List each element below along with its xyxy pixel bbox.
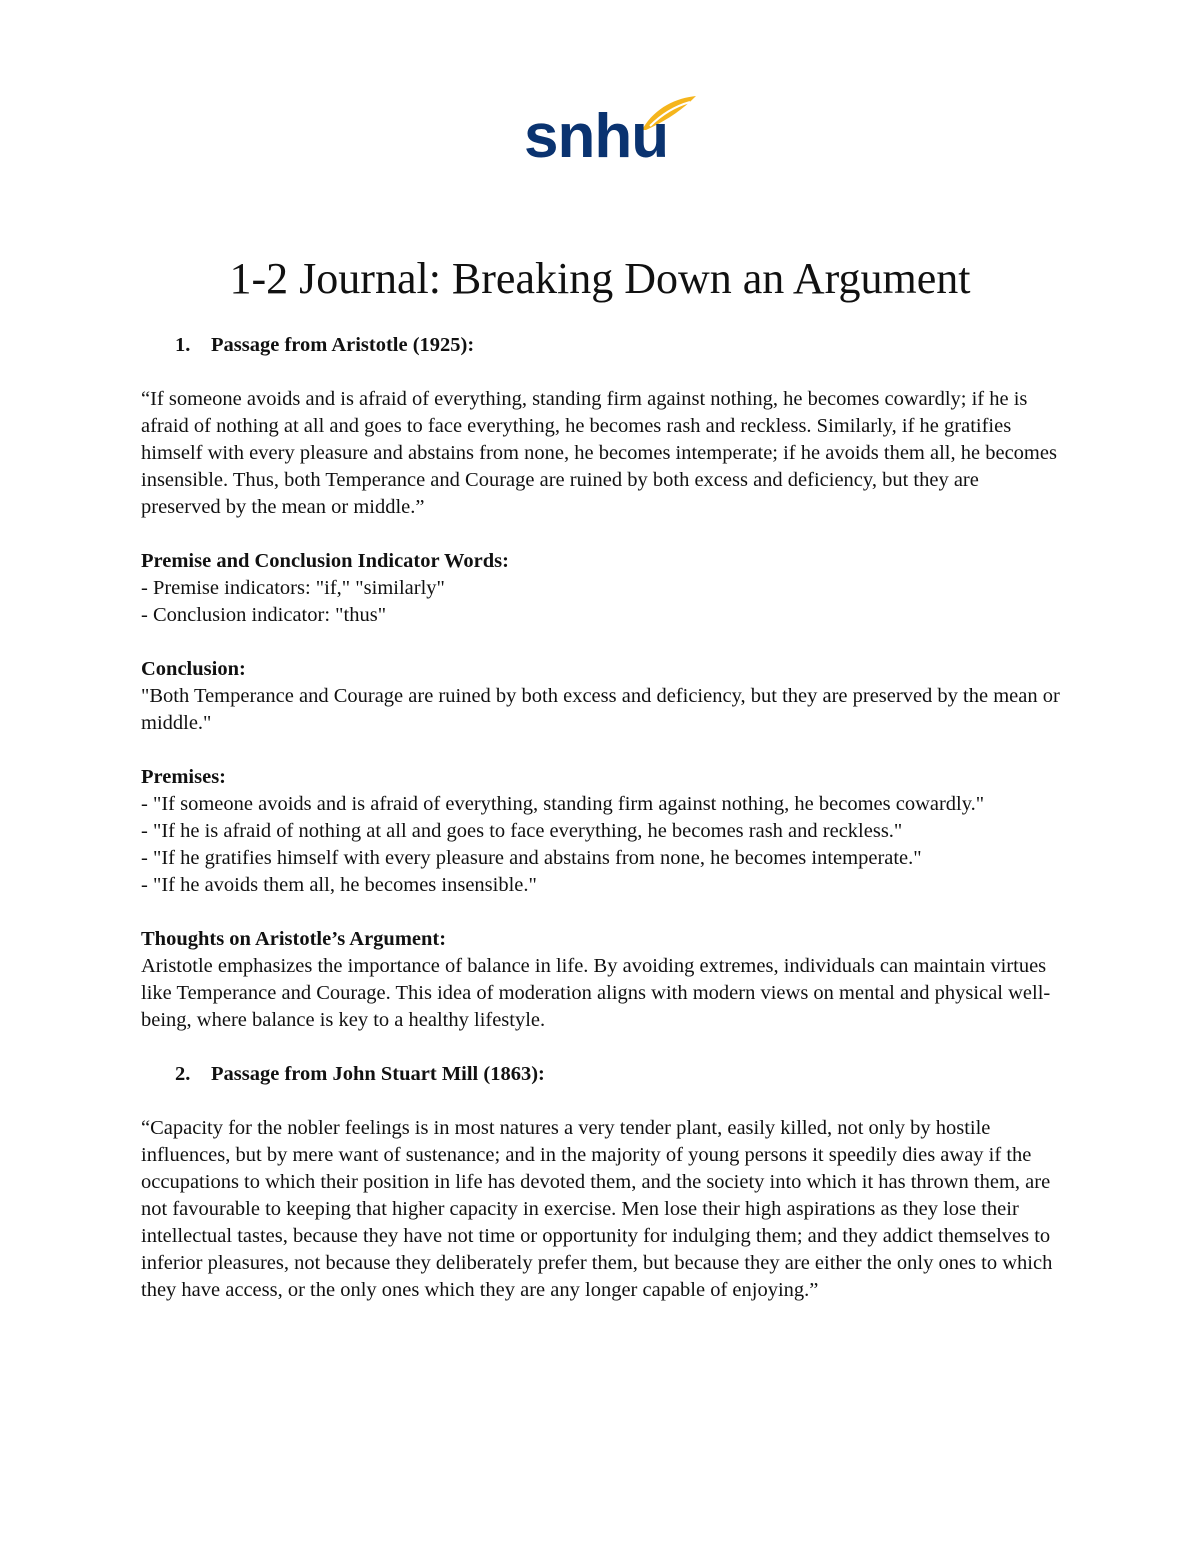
section-1-title: Passage from Aristotle (1925): (211, 334, 475, 356)
section-2-heading (141, 1061, 1061, 1088)
section-2-number: 2. (175, 1063, 191, 1085)
conclusion-text: "Both Temperance and Courage are ruined by both excess and deficiency, but they are preserved by the mean or middle." (141, 685, 1060, 734)
premise-item: - "If someone avoids and is afraid of everything, standing firm against nothing, he becomes cowardly." (141, 793, 985, 815)
snhu-logo (524, 92, 684, 172)
section-1-number: 1. (175, 334, 191, 356)
premise-item: - "If he is afraid of nothing at all and goes to face everything, he becomes rash and reckless." (141, 820, 903, 842)
premise-item: - "If he gratifies himself with every pleasure and abstains from none, he becomes intemperate." (141, 847, 922, 869)
premises-label: Premises: (141, 766, 227, 788)
conclusion-label: Conclusion: (141, 658, 246, 680)
page-title: 1-2 Journal: Breaking Down an Argument (229, 254, 971, 303)
premise-indicators: - Premise indicators: "if," "similarly" (141, 577, 445, 599)
indicators-label: Premise and Conclusion Indicator Words: (141, 550, 509, 572)
document-body (141, 332, 1061, 1304)
section-2-title: Passage from John Stuart Mill (1863): (211, 1063, 545, 1085)
premise-item: - "If he avoids them all, he becomes insensible." (141, 874, 537, 896)
aristotle-quote: “If someone avoids and is afraid of everything, standing firm against nothing, he becomes cowardly; if he is afraid of nothing at all and goes to face everything, he becomes rash and reckless. Similarly, if he gratifies himself with every pleasure and abstains from none, he becomes intemperate; if he avoids them all, he becomes insensible. Thus, both Temperance and Courage are ruined by both excess and deficiency, but they are preserved by the mean or middle.” (141, 388, 1057, 518)
section-1-heading (141, 332, 1061, 359)
thoughts-label: Thoughts on Aristotle’s Argument: (141, 928, 447, 950)
conclusion-indicator: - Conclusion indicator: "thus" (141, 604, 387, 626)
mill-quote: “Capacity for the nobler feelings is in most natures a very tender plant, easily killed, not only by hostile influences, but by mere want of sustenance; and in the majority of young persons it speedily dies away if the occupations to which their position in life has devoted them, and the society into which it has thrown them, are not favourable to keeping that higher capacity in exercise. Men lose their high aspirations as they lose their intellectual tastes, because they have not time or opportunity for indulging them; and they addict themselves to inferior pleasures, not because they deliberately prefer them, but because they are either the only ones to which they have access, or the only ones which they are any longer capable of enjoying.” (141, 1117, 1053, 1301)
thoughts-text: Aristotle emphasizes the importance of balance in life. By avoiding extremes, individuals can maintain virtues like Temperance and Courage. This idea of moderation aligns with modern views on mental and physical well-being, where balance is key to a healthy lifestyle. (141, 955, 1051, 1031)
logo-text: snhu (524, 102, 669, 171)
